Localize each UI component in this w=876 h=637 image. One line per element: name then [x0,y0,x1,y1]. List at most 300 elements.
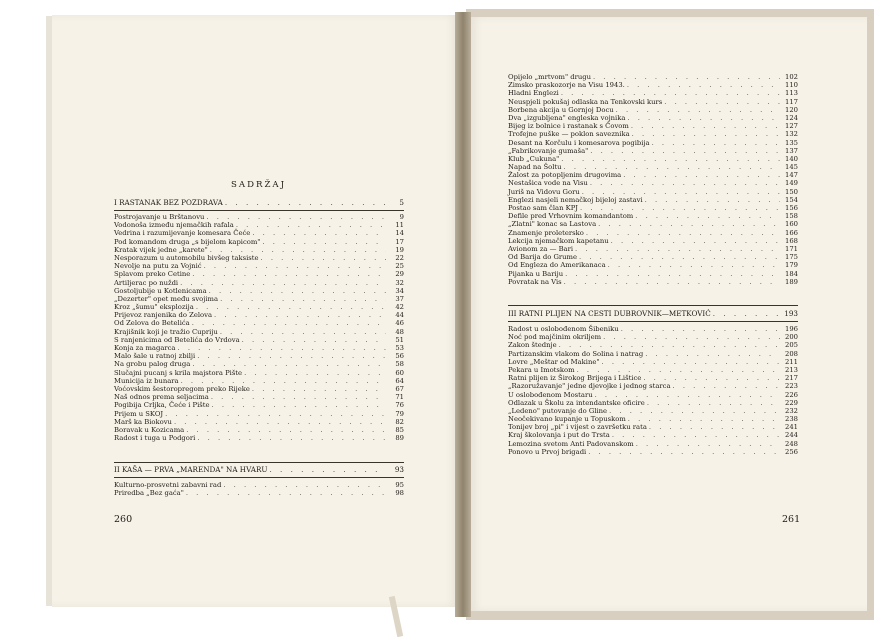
toc-entry [114,254,404,262]
leader-dots [165,410,386,418]
toc-entry [114,434,404,442]
entry-title: Neuspjeli pokušaj odlaska na Tenkovski kurs [508,97,663,106]
leader-dots [632,130,780,138]
leader-dots [664,98,780,106]
toc-entry [114,352,404,360]
entry-title: Lekcija njemačkom kapetanu [508,236,609,245]
entry-title: Hladni Englezi [508,89,559,98]
toc-entry [508,366,798,374]
section-rule [114,462,404,463]
leader-dots [588,448,780,456]
entry-title: Pekara u Imotskom [508,365,575,374]
entry-title: Slučajni pucanj s krila majstora Pište [114,368,243,377]
leader-dots [559,341,780,349]
entry-page: 53 [395,344,404,352]
leader-dots [209,287,386,295]
entry-page: 127 [785,122,798,131]
toc-entry [508,431,798,439]
page-number-right: 261 [782,514,801,525]
entry-page: 48 [395,327,404,336]
toc-entry [508,341,798,349]
toc-entry [508,245,798,253]
leader-dots [580,204,780,212]
leader-dots [590,147,780,155]
toc-entry [508,237,798,245]
entry-page: 179 [785,261,798,270]
leader-dots [261,254,386,262]
entry-page: 213 [785,365,798,374]
entry-title: Odlazak u Školu za intendantske oficire [508,398,645,407]
toc-entry [508,399,798,407]
section-2-header [114,466,404,474]
toc-entry [508,253,798,261]
leader-dots [192,270,386,278]
leader-dots [609,407,780,415]
section-page: 5 [399,198,404,207]
toc-entry [114,311,404,319]
entry-page: 241 [785,423,798,432]
entry-title: Napad na Šoltu [508,163,562,172]
toc-entry [114,303,404,311]
entry-page: 9 [399,213,404,221]
entry-page: 184 [785,269,798,278]
leader-dots [206,213,386,221]
entry-title: Naš odnos prema seljacima [114,393,209,402]
entry-page: 95 [395,481,404,489]
toc-entry [508,270,798,278]
toc-entry [114,279,404,287]
toc-entry [114,418,404,426]
entry-title: Zakon štednje [508,341,557,350]
entry-page: 248 [785,439,798,448]
toc-entry [508,374,798,382]
entry-title: „Zlatni" konac sa Lastova [508,220,597,229]
section-1-header [114,199,404,207]
leader-dots [645,350,780,358]
entry-page: 14 [395,229,404,238]
entry-page: 110 [785,81,798,90]
entry-title: Municija iz bunara [114,376,179,385]
entry-page: 120 [785,105,798,114]
leader-dots [635,212,780,220]
entry-title: Žalost za potopljenim drugovima [508,171,622,180]
entry-title: Vedrina i razumijevanje komesara Čeće [114,229,251,238]
leader-dots [593,73,780,81]
entry-page: 256 [785,447,798,456]
leader-dots [582,188,780,196]
entry-page: 113 [785,89,798,98]
page-number-left: 260 [114,514,133,525]
toc-entry [114,336,404,344]
entry-page: 102 [785,73,798,81]
toc-entry [114,426,404,434]
entry-page: 232 [785,406,798,415]
section-3-entries [508,325,798,456]
entry-title: Artiljerac po nuždi [114,278,179,287]
section-rule [114,210,404,211]
entry-page: 200 [785,333,798,342]
leader-dots [611,237,780,245]
leader-dots [211,393,386,401]
entry-title: Zimsko praskozorje na Visu 1943. [508,81,625,90]
toc-entry [508,81,798,89]
section-page: 193 [784,309,798,318]
entry-title: Noć pod majčinim okriljem [508,333,602,342]
entry-title: „Fabrikovanje gumaša" [508,146,589,155]
entry-page: 137 [785,146,798,155]
leader-dots [623,171,780,179]
leader-dots [603,333,780,341]
entry-page: 79 [395,409,404,418]
entry-title: Tonijev broj „pi" i vijest o završetku rata [508,423,647,432]
leader-dots [197,434,386,442]
leader-dots [647,399,780,407]
leader-dots [652,139,780,147]
entry-page: 117 [785,97,798,106]
entry-page: 175 [785,253,798,262]
entry-page: 32 [395,278,404,287]
entry-page: 238 [785,415,798,424]
entry-page: 71 [395,393,404,402]
entry-title: Nevolje na putu za Vojnić [114,262,202,271]
entry-page: 37 [395,294,404,303]
leader-dots [561,155,780,163]
entry-title: Kulturno-prosvetni zabavni rad [114,481,222,489]
toc-entry [508,278,798,286]
entry-page: 11 [395,221,404,230]
leader-dots [220,295,386,303]
entry-title: Na grobu palog druga [114,360,191,369]
leader-dots [627,81,780,89]
leader-dots [575,245,780,253]
section-2-continued-entries [508,73,798,286]
toc-entry [114,410,404,418]
toc-entry [508,106,798,114]
entry-title: Postao sam član KPJ [508,204,579,212]
entry-page: 22 [395,253,404,262]
entry-page: 168 [785,236,798,245]
entry-page: 58 [395,360,404,369]
toc-entry [508,407,798,415]
entry-page: 156 [785,204,798,212]
toc-entry [114,369,404,377]
section-3-header [508,310,798,318]
entry-page: 211 [785,357,798,366]
entry-title: Lovre „Meštar od Makine" [508,357,600,366]
toc-entry [508,325,798,333]
entry-title: Lemozina svetom Anti Padovanskom [508,439,634,448]
toc-entry [508,350,798,358]
toc-entry [508,98,798,106]
section-title: III RATNI PLIJEN NA CESTI DUBROVNIK—METKOVIĆ [508,309,711,318]
entry-page: 98 [395,489,404,498]
leader-dots [586,229,780,237]
entry-page: 223 [785,382,798,391]
leader-dots [225,199,386,207]
toc-entry [114,213,404,221]
toc-entry [508,220,798,228]
leader-dots [178,344,387,352]
entry-page: 189 [785,277,798,286]
entry-title: Od Zelova do Betelića [114,319,190,328]
entry-title: Povratak na Vis [508,277,562,286]
leader-dots [262,238,386,246]
entry-title: Priredba „Bez gaća" [114,489,184,498]
entry-title: Ponovo u Prvoj brigadi [508,447,587,456]
toc-entry [114,481,404,489]
leader-dots [196,303,386,311]
entry-title: Voćovskim šestoropregom preko Rijeke [114,384,250,393]
leader-dots [252,229,386,237]
leader-dots [602,358,781,366]
entry-title: U oslobođenom Mostaru [508,390,593,399]
toc-entry [508,196,798,204]
toc-entry [508,448,798,456]
entry-page: 17 [395,237,404,246]
leader-dots [590,179,780,187]
entry-title: Pijanka u Bariju [508,269,564,278]
contents-heading: SADRŽAJ [231,180,287,190]
entry-title: Partizanskim vlakom do Solina i natrag [508,349,644,358]
entry-title: Konja za magarca [114,344,176,352]
entry-title: Malo šale u ratnoj zbilji [114,352,196,361]
leader-dots [598,220,780,228]
entry-title: Kraj školovanja i put do Trsta [508,431,610,440]
toc-entry [114,489,404,497]
entry-page: 158 [785,212,798,221]
entry-page: 140 [785,154,798,163]
entry-page: 132 [785,130,798,139]
leader-dots [561,89,780,97]
toc-entry [508,147,798,155]
entry-title: Marš ka Biokovu [114,417,172,426]
leader-dots [242,336,386,344]
leader-dots [565,270,780,278]
entry-title: „Dezerter" opet među svojima [114,294,219,303]
leader-dots [214,311,386,319]
leader-dots [244,369,386,377]
entry-page: 124 [785,113,798,122]
entry-title: Defile pred Vrhovnim komandantom [508,212,634,221]
entry-title: Krajišnik koji je tražio Cupriju [114,327,218,336]
section-title: I RASTANAK BEZ POZDRAVA [114,198,223,207]
entry-page: 19 [395,245,404,254]
leader-dots [645,196,780,204]
entry-page: 42 [395,303,404,312]
entry-title: S ranjenicima od Betelića do Vrdova [114,335,240,344]
leader-dots [252,385,386,393]
entry-title: Klub „Cukuna" [508,154,560,163]
toc-entry [114,344,404,352]
leader-dots [621,325,780,333]
entry-page: 67 [395,384,404,393]
entry-title: Boravak u Kozicama [114,425,185,434]
leader-dots [713,310,780,318]
leader-dots [180,279,386,287]
entry-page: 34 [395,286,404,295]
entry-title: Neočekivano kupanje u Topuskom [508,415,626,424]
entry-title: Trofejne puške — poklon saveznika [508,130,630,139]
entry-page: 160 [785,220,798,229]
leader-dots [579,253,780,261]
leader-dots [186,426,386,434]
toc-entry [508,188,798,196]
leader-dots [608,261,780,269]
leader-dots [577,366,780,374]
leader-dots [564,278,780,286]
toc-entry [114,385,404,393]
toc-entry [508,358,798,366]
entry-page: 85 [395,425,404,434]
toc-entry [114,377,404,385]
entry-page: 51 [395,335,404,344]
leader-dots [210,246,386,254]
entry-title: Dva „izgubljena" engleska vojnika [508,113,626,122]
toc-entry [508,179,798,187]
section-rule [508,305,798,306]
toc-entry [114,270,404,278]
entry-title: „Ledeno" putovanje do Gline [508,406,608,415]
entry-page: 145 [785,163,798,172]
entry-title: Vodonoša između njemačkih rafala [114,221,234,230]
leader-dots [197,352,386,360]
section-1-entries [114,213,404,442]
leader-dots [627,114,780,122]
entry-title: Ratni plijen iz Širokog Brijega i Lištice [508,374,642,383]
leader-dots [612,431,780,439]
entry-title: „Razoružavanje" jedne djevojke i jednog starca [508,382,671,391]
toc-entry [508,391,798,399]
entry-title: Nestašica vode na Visu [508,179,588,188]
entry-title: Pogibija Crljka, Čeće i Pište [114,401,210,410]
entry-title: Prijevoz ranjenika do Zelova [114,311,212,320]
entry-page: 166 [785,228,798,237]
leader-dots [220,328,386,336]
entry-page: 76 [395,401,404,410]
entry-page: 208 [785,349,798,358]
entry-page: 229 [785,398,798,407]
section-rule [114,477,404,478]
leader-dots [212,401,386,409]
entry-page: 25 [395,262,404,271]
leader-dots [628,415,780,423]
toc-entry [114,295,404,303]
toc-entry [114,238,404,246]
toc-entry [114,246,404,254]
entry-page: 60 [395,368,404,377]
entry-page: 244 [785,431,798,440]
leader-dots [192,360,386,368]
leader-dots [192,319,386,327]
book-gutter [455,12,471,617]
leader-dots [595,391,780,399]
entry-title: Englezi nasjeli nemačkoj bijeloj zastavi [508,195,643,204]
entry-title: Juriš na Vidovu Goru [508,187,580,196]
toc-entry [114,262,404,270]
entry-title: Radost i tuga u Podgori [114,434,196,443]
entry-page: 149 [785,179,798,188]
entry-title: Pod komandom druga „s bijelom kapicom" [114,237,261,246]
leader-dots [223,481,386,489]
toc-entry [508,73,798,81]
entry-page: 64 [395,376,404,385]
leader-dots [186,489,386,497]
entry-title: Desant na Korčulu i komesarova pogibija [508,138,650,147]
toc-entry [508,229,798,237]
section-page: 93 [394,465,404,474]
entry-page: 147 [785,171,798,180]
entry-title: Splavom preko Cetine [114,270,191,279]
entry-title: Od Engleza do Amerikanaca [508,261,606,270]
entry-title: Avionom za — Bari [508,244,574,253]
toc-entry [114,328,404,336]
leader-dots [181,377,386,385]
leader-dots [643,374,780,382]
toc-entry [508,382,798,390]
entry-page: 89 [395,434,404,443]
leader-dots [236,221,386,229]
entry-title: Radost u oslobođenom Šibeniku [508,325,619,333]
toc-entry [508,114,798,122]
toc-entry [508,440,798,448]
entry-page: 56 [395,352,404,361]
leader-dots [649,423,780,431]
toc-entry [508,155,798,163]
entry-title: Prijem u SKOJ [114,409,164,418]
toc-entry [114,360,404,368]
entry-title: Opijelo „mrtvom" drugu [508,73,591,81]
entry-page: 135 [785,138,798,147]
toc-entry [508,204,798,212]
toc-entry [114,319,404,327]
entry-title: Bijeg iz bolnice i rastanak s Čovom [508,122,629,131]
section-2-entries [114,481,404,497]
entry-page: 46 [395,319,404,328]
leader-dots [269,466,386,474]
entry-title: Od Barija do Grume [508,253,578,262]
entry-title: Borbena akcija u Gornjoj Docu [508,105,614,114]
section-rule [508,321,798,322]
entry-page: 171 [785,244,798,253]
entry-page: 44 [395,311,404,320]
entry-title: Znamenje proletersko [508,228,584,237]
entry-page: 154 [785,195,798,204]
entry-page: 217 [785,374,798,383]
entry-page: 82 [395,417,404,426]
entry-page: 226 [785,390,798,399]
toc-entry [508,130,798,138]
toc-entry [114,287,404,295]
leader-dots [631,122,780,130]
section-title: II KAŠA — PRVA „MARENDA" NA HVARU [114,465,268,474]
toc-entry [508,261,798,269]
toc-entry [114,229,404,237]
leader-dots [616,106,780,114]
entry-page: 205 [785,341,798,350]
toc-entry [114,401,404,409]
entry-page: 196 [785,325,798,333]
leader-dots [636,440,780,448]
entry-title: Postrojavanje u Brštanovu [114,213,205,221]
leader-dots [204,262,386,270]
toc-entry [508,89,798,97]
entry-page: 150 [785,187,798,196]
entry-title: Kratak vijek jedne „karete" [114,245,208,254]
leader-dots [673,382,780,390]
entry-title: Gostoljubije u Kotlenicama [114,286,207,295]
entry-title: Nesporazum u automobilu bivšeg taksiste [114,253,259,262]
entry-title: Kroz „šumu" eksplozija [114,303,194,312]
